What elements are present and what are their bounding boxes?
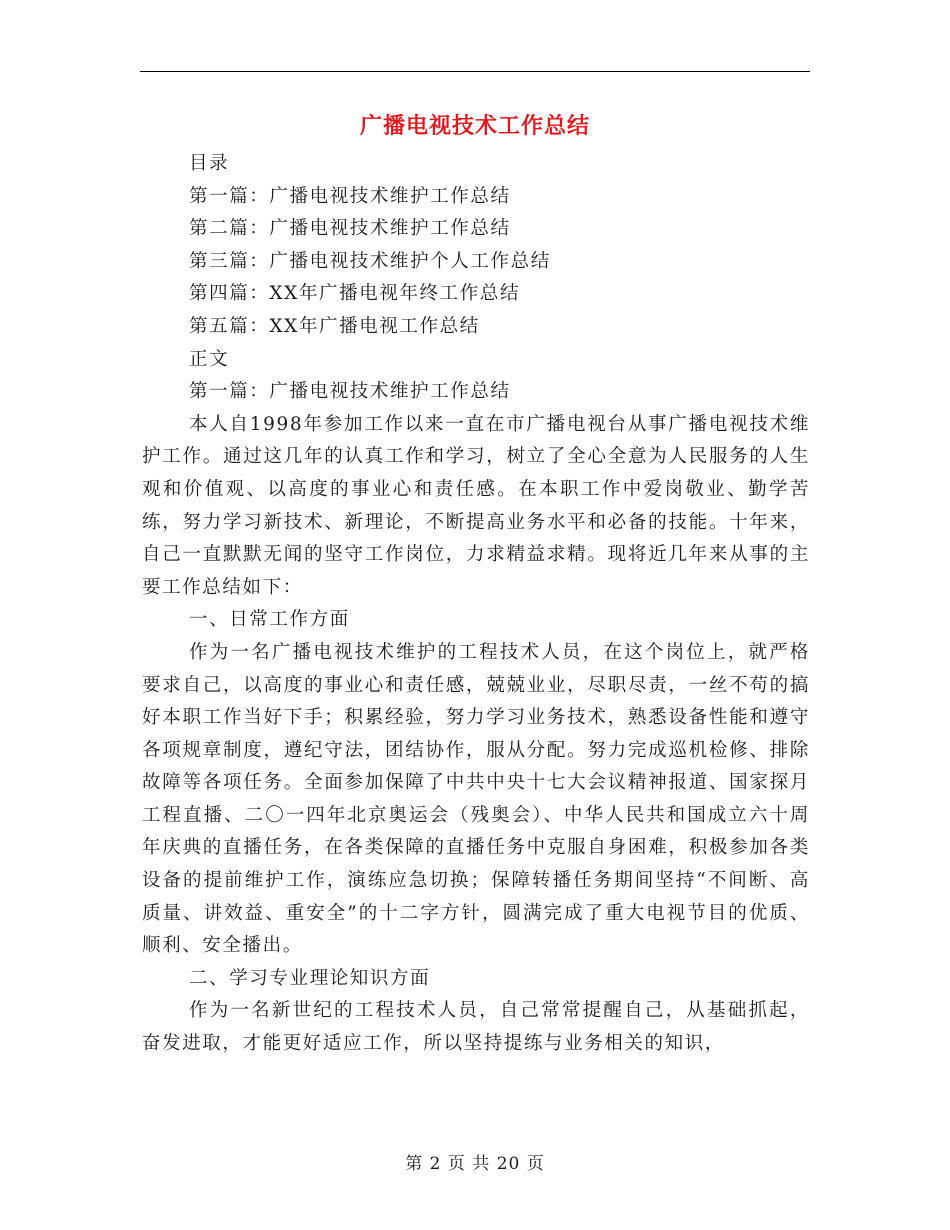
document-title: 广播电视技术工作总结	[359, 113, 590, 139]
paragraph-theory-study: 作为一名新世纪的工程技术人员，自己常常提醒自己，从基础抓起，奋发进取，才能更好适应工作，所以坚持提练与业务相关的知识，	[142, 1000, 810, 1055]
toc-item-3: 第三篇：广播电视技术维护个人工作总结	[189, 250, 551, 272]
article-title: 第一篇：广播电视技术维护工作总结	[189, 381, 511, 403]
section-heading-theory-study: 二、学习专业理论知识方面	[189, 967, 431, 989]
body-heading: 正文	[189, 348, 230, 370]
toc-item-4: 第四篇：XX年广播电视年终工作总结	[189, 283, 521, 305]
toc-item-2: 第二篇：广播电视技术维护工作总结	[189, 218, 511, 240]
header-rule	[140, 71, 810, 72]
toc-item-5: 第五篇：XX年广播电视工作总结	[189, 315, 480, 337]
paragraph-daily-work: 作为一名广播电视技术维护的工程技术人员，在这个岗位上，就严格要求自己，以高度的事业心和责任感，兢兢业业，尽职尽责，一丝不苟的搞好本职工作当好下手；积累经验，努力学习业务技术，熟悉设备性能和遵守各项规章制度，遵纪守法，团结协作，服从分配。努力完成巡机检修、排除故障等各项任务。全面参加保障了中共中央十七大会议精神报道、国家探月工程直播、二〇一四年北京奥运会（残奥会）、中华人民共和国成立六十周年庆典的直播任务，在各类保障的直播任务中克服自身困难，积极参加各类设备的提前维护工作，演练应急切换；保障转播任务期间坚持“不间断、高质量、讲效益、重安全”的十二字方针，圆满完成了重大电视节目的优质、顺利、安全播出。	[142, 641, 810, 957]
paragraph-intro: 本人自1998年参加工作以来一直在市广播电视台从事广播电视技术维护工作。通过这几年的认真工作和学习，树立了全心全意为人民服务的人生观和价值观、以高度的事业心和责任感。在本职工作中爱岗敬业、勤学苦练，努力学习新技术、新理论，不断提高业务水平和必备的技能。十年来，自己一直默默无闻的坚守工作岗位，力求精益求精。现将近几年来从事的主要工作总结如下：	[142, 413, 810, 598]
page-footer: 第 2 页 共 20 页	[405, 1154, 545, 1174]
toc-item-1: 第一篇：广播电视技术维护工作总结	[189, 185, 511, 207]
toc-heading: 目录	[189, 153, 230, 174]
section-heading-daily-work: 一、日常工作方面	[189, 609, 350, 631]
document-body	[142, 148, 810, 1061]
